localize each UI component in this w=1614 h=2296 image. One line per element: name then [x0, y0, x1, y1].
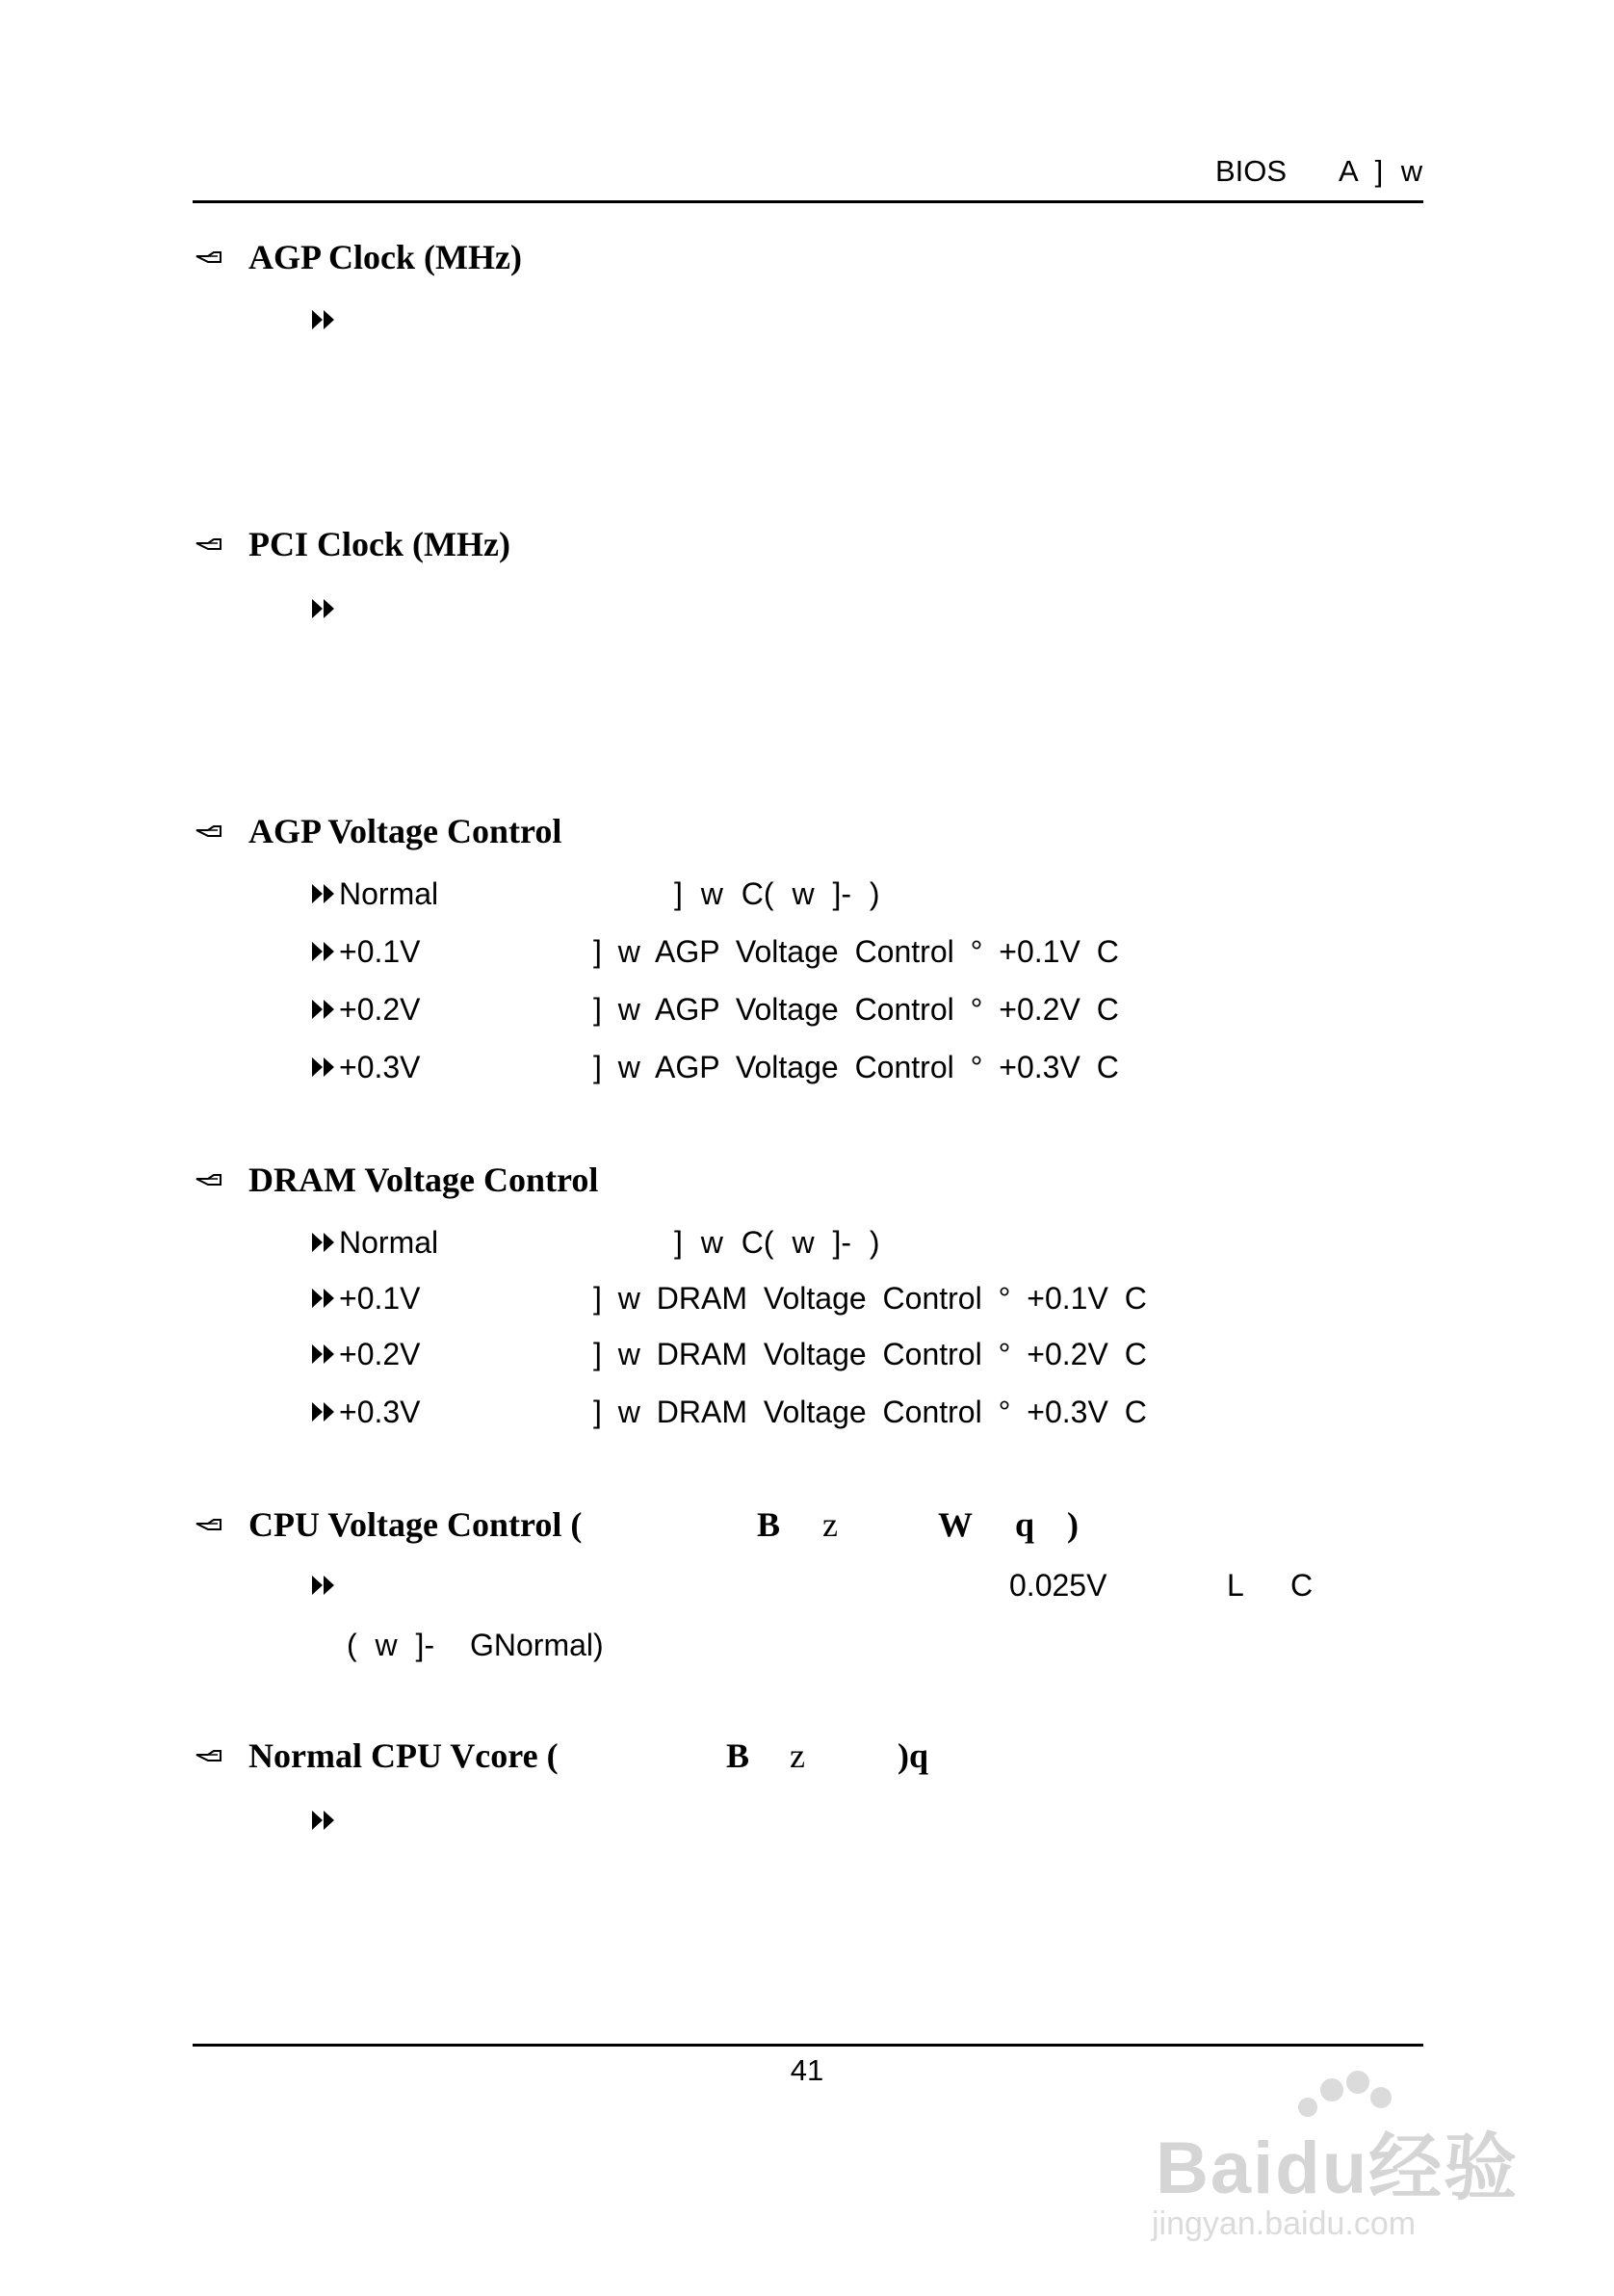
watermark-url: jingyan.baidu.com [1152, 2205, 1417, 2242]
header-right: A ] w [1339, 154, 1423, 188]
section-title-pci-clock: PCI Clock (MHz) [248, 525, 510, 563]
option-label: +0.3V [339, 1395, 421, 1429]
option-label: Normal [339, 1225, 439, 1260]
double-arrow-icon [310, 1056, 339, 1079]
option-label: +0.1V [339, 1281, 421, 1316]
section-title-agp-clock: AGP Clock (MHz) [248, 238, 522, 276]
footer-rule [193, 2044, 1423, 2047]
pointing-hand-icon [195, 243, 223, 272]
title-fragment: )q [898, 1736, 929, 1775]
option-label: Normal [339, 876, 439, 911]
page-number: 41 [790, 2053, 824, 2087]
double-arrow-icon [310, 1287, 339, 1310]
title-fragment: q [1015, 1505, 1035, 1544]
double-arrow-icon [310, 1809, 339, 1832]
option-desc: ] w AGP Voltage Control ° +0.1V C [593, 934, 1119, 969]
title-fragment: ) [1067, 1505, 1079, 1544]
option-desc: ] w DRAM Voltage Control ° +0.1V C [593, 1281, 1147, 1316]
option-label: +0.3V [339, 1050, 421, 1084]
step-value: 0.025V [1009, 1568, 1107, 1603]
option-desc: ] w DRAM Voltage Control ° +0.3V C [593, 1395, 1147, 1429]
watermark-brand: Baidu经验 [1156, 2127, 1520, 2209]
section-title-dram-voltage: DRAM Voltage Control [248, 1161, 599, 1199]
option-desc: ] w C( w ]- ) [674, 876, 880, 911]
title-fragment: B [726, 1736, 750, 1775]
header-rule [193, 200, 1423, 203]
option-desc: ] w AGP Voltage Control ° +0.3V C [593, 1050, 1119, 1084]
title-fragment: B [757, 1505, 781, 1544]
text-fragment: L [1227, 1568, 1244, 1603]
section-title-agp-voltage: AGP Voltage Control [248, 812, 562, 850]
double-arrow-icon [310, 940, 339, 963]
pointing-hand-icon [195, 1165, 223, 1194]
title-fragment: z [790, 1736, 805, 1775]
watermark [1144, 2061, 1529, 2254]
section-title-cpu-voltage: CPU Voltage Control ( [248, 1505, 583, 1544]
option-label: +0.1V [339, 934, 421, 969]
text-fragment: GNormal) [470, 1628, 604, 1662]
option-desc: ] w DRAM Voltage Control ° +0.2V C [593, 1337, 1147, 1371]
title-fragment: W [938, 1505, 973, 1544]
pointing-hand-icon [195, 817, 223, 846]
double-arrow-icon [310, 1400, 339, 1423]
header-left: BIOS [1215, 154, 1288, 188]
double-arrow-icon [310, 1574, 339, 1597]
text-fragment: ( w ]- [347, 1628, 435, 1662]
option-label: +0.2V [339, 1337, 421, 1371]
double-arrow-icon [310, 597, 339, 620]
double-arrow-icon [310, 1231, 339, 1254]
double-arrow-icon [310, 882, 339, 905]
option-desc: ] w AGP Voltage Control ° +0.2V C [593, 992, 1119, 1027]
double-arrow-icon [310, 998, 339, 1021]
option-desc: ] w C( w ]- ) [674, 1225, 880, 1260]
title-fragment: z [822, 1505, 838, 1544]
pointing-hand-icon [195, 1741, 223, 1770]
option-label: +0.2V [339, 992, 421, 1027]
double-arrow-icon [310, 308, 339, 331]
text-fragment: C [1290, 1568, 1314, 1603]
section-title-normal-vcore: Normal CPU Vcore ( [248, 1736, 559, 1775]
pointing-hand-icon [195, 1510, 223, 1539]
double-arrow-icon [310, 1343, 339, 1366]
pointing-hand-icon [195, 530, 223, 559]
